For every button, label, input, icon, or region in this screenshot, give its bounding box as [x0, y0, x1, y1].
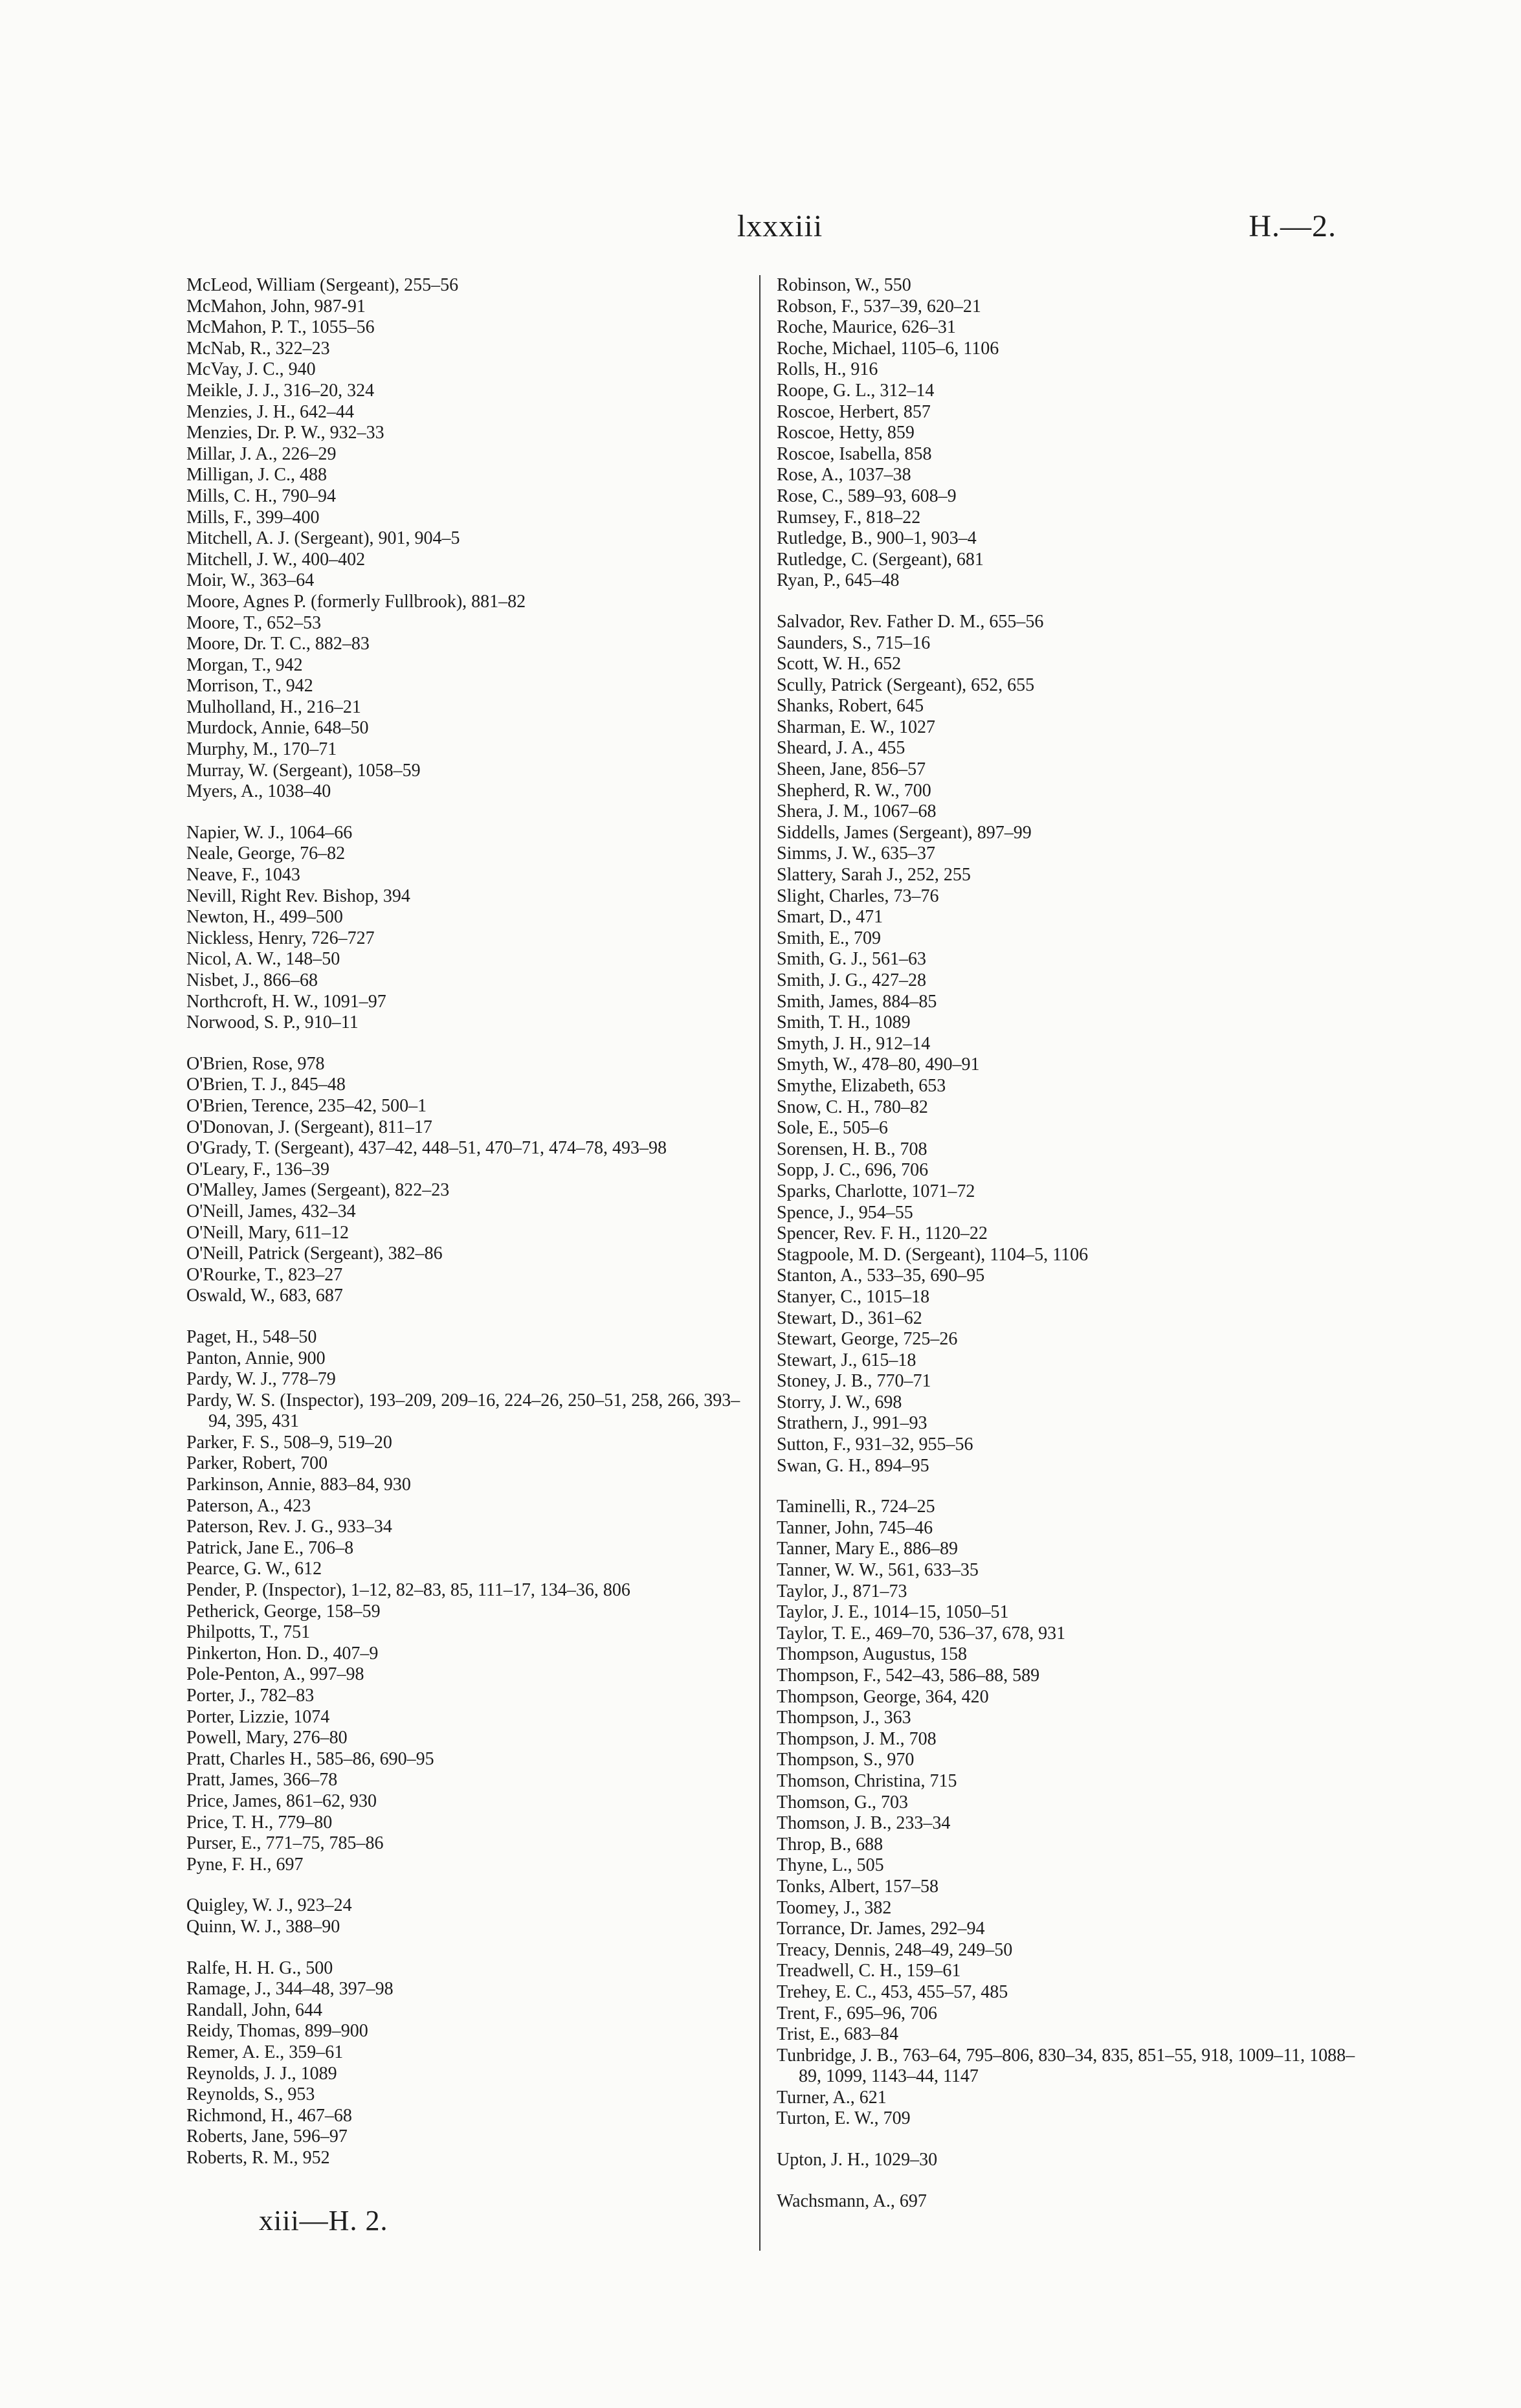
index-entry: Torrance, Dr. James, 292–94: [777, 1919, 985, 1939]
index-entry: Parker, F. S., 508–9, 519–20: [186, 1432, 392, 1453]
index-entry: Thyne, L., 505: [777, 1855, 884, 1876]
series-code: H.—2.: [1249, 209, 1337, 243]
index-entry: Moore, Agnes P. (formerly Fullbrook), 881–82: [186, 591, 526, 612]
index-entry: Philpotts, T., 751: [186, 1622, 311, 1643]
index-entry: Thomson, Christina, 715: [777, 1770, 957, 1791]
index-letter-group: [186, 1054, 759, 1307]
index-entry: Treadwell, C. H., 159–61: [777, 1961, 961, 1981]
index-entry: Smith, James, 884–85: [777, 991, 937, 1012]
index-entry: Robinson, W., 550: [777, 275, 911, 295]
index-entry: McVay, J. C., 940: [186, 359, 316, 380]
index-entry: Stewart, George, 725–26: [777, 1329, 958, 1350]
index-entry: Roscoe, Hetty, 859: [777, 423, 915, 443]
index-entry: Smyth, J. H., 912–14: [777, 1033, 931, 1054]
index-entry: Taylor, J. E., 1014–15, 1050–51: [777, 1602, 1009, 1623]
index-entry: Tanner, Mary E., 886–89: [777, 1539, 958, 1559]
index-entry: Upton, J. H., 1029–30: [777, 2150, 938, 2170]
index-entry: Meikle, J. J., 316–20, 324: [186, 380, 375, 401]
index-entry: O'Brien, Terence, 235–42, 500–1: [186, 1095, 427, 1116]
index-entry: Randall, John, 644: [186, 2000, 322, 2020]
index-entry: Price, James, 861–62, 930: [186, 1790, 377, 1811]
index-entry: Quinn, W. J., 388–90: [186, 1916, 340, 1937]
index-entry: Spence, J., 954–55: [777, 1202, 913, 1223]
index-entry: Sheard, J. A., 455: [777, 738, 905, 759]
index-entry: Throp, B., 688: [777, 1834, 883, 1855]
index-entry: Saunders, S., 715–16: [777, 632, 931, 653]
index-entry: Sparks, Charlotte, 1071–72: [777, 1181, 975, 1201]
index-entry: Shera, J. M., 1067–68: [777, 801, 937, 822]
index-entry: Paget, H., 548–50: [186, 1326, 317, 1347]
index-entry: Porter, J., 782–83: [186, 1686, 315, 1706]
index-entry: McMahon, John, 987-91: [186, 296, 366, 317]
index-entry: Remer, A. E., 359–61: [186, 2042, 344, 2062]
index-entry: McNab, R., 322–23: [186, 338, 330, 359]
index-entry: Wachsmann, A., 697: [777, 2191, 927, 2211]
index-column-left: [186, 275, 759, 2168]
index-entry: Taminelli, R., 724–25: [777, 1497, 935, 1517]
index-entry: Tanner, John, 745–46: [777, 1517, 933, 1538]
index-entry: Thompson, Augustus, 158: [777, 1644, 968, 1665]
index-entry: Rose, C., 589–93, 608–9: [777, 485, 957, 506]
index-entry: Parkinson, Annie, 883–84, 930: [186, 1475, 411, 1495]
index-entry: Paterson, Rev. J. G., 933–34: [186, 1517, 392, 1537]
index-entry: Snow, C. H., 780–82: [777, 1097, 928, 1117]
index-entry: O'Neill, James, 432–34: [186, 1201, 356, 1221]
index-entry: Taylor, J., 871–73: [777, 1581, 907, 1601]
index-letter-group: [777, 275, 1375, 592]
index-entry: Milligan, J. C., 488: [186, 465, 328, 485]
index-letter-group: [777, 2150, 1375, 2171]
index-entry: Pratt, James, 366–78: [186, 1770, 338, 1790]
index-entry: Toomey, J., 382: [777, 1897, 892, 1918]
index-entry: Ryan, P., 645–48: [777, 570, 900, 591]
index-entry: Taylor, T. E., 469–70, 536–37, 678, 931: [777, 1623, 1066, 1644]
index-entry: Porter, Lizzie, 1074: [186, 1706, 330, 1727]
index-entry: Neale, George, 76–82: [186, 843, 346, 864]
index-entry: Turton, E. W., 709: [777, 2108, 911, 2129]
index-entry: Menzies, Dr. P. W., 932–33: [186, 423, 384, 443]
index-entry: Swan, G. H., 894–95: [777, 1455, 929, 1476]
index-letter-group: [777, 1497, 1375, 2130]
index-entry: Mulholland, H., 216–21: [186, 697, 361, 717]
page-number: lxxxiii: [737, 209, 823, 243]
index-entry: Thompson, J., 363: [777, 1708, 911, 1728]
index-entry: O'Brien, T. J., 845–48: [186, 1075, 346, 1095]
index-entry: Shanks, Robert, 645: [777, 696, 924, 717]
index-entry: Scully, Patrick (Sergeant), 652, 655: [777, 674, 1035, 695]
index-entry: Stanton, A., 533–35, 690–95: [777, 1265, 985, 1286]
index-entry: O'Malley, James (Sergeant), 822–23: [186, 1180, 450, 1201]
index-entry: Tonks, Albert, 157–58: [777, 1876, 939, 1897]
index-entry: Thompson, George, 364, 420: [777, 1686, 989, 1707]
index-entry: Pyne, F. H., 697: [186, 1854, 304, 1875]
index-entry: Slight, Charles, 73–76: [777, 886, 939, 906]
index-entry: Price, T. H., 779–80: [186, 1812, 333, 1833]
index-entry: Neave, F., 1043: [186, 865, 300, 886]
index-entry: Reidy, Thomas, 899–900: [186, 2021, 368, 2042]
index-entry: Treacy, Dennis, 248–49, 249–50: [777, 1939, 1013, 1960]
index-entry: Salvador, Rev. Father D. M., 655–56: [777, 611, 1044, 632]
index-entry: Murdock, Annie, 648–50: [186, 718, 369, 739]
index-entry: Napier, W. J., 1064–66: [186, 822, 353, 843]
index-entry: Simms, J. W., 635–37: [777, 843, 936, 864]
index-entry: Newton, H., 499–500: [186, 907, 343, 928]
index-entry: Slattery, Sarah J., 252, 255: [777, 865, 971, 886]
index-entry: Pole-Penton, A., 997–98: [186, 1664, 364, 1685]
index-entry: Trehey, E. C., 453, 455–57, 485: [777, 1981, 1008, 2002]
index-entry: Roscoe, Herbert, 857: [777, 401, 931, 422]
index-entry: McMahon, P. T., 1055–56: [186, 317, 375, 338]
index-entry: Powell, Mary, 276–80: [186, 1728, 348, 1748]
index-letter-group: [777, 612, 1375, 1477]
index-letter-group: [777, 2191, 1375, 2213]
index-entry: Reynolds, J. J., 1089: [186, 2063, 337, 2084]
index-entry: Nisbet, J., 866–68: [186, 970, 318, 990]
index-entry: O'Rourke, T., 823–27: [186, 1264, 343, 1285]
index-entry: Pender, P. (Inspector), 1–12, 82–83, 85, 111–17, 134–36, 806: [186, 1580, 630, 1601]
index-entry: Parker, Robert, 700: [186, 1453, 328, 1474]
index-entry: Trent, F., 695–96, 706: [777, 2003, 937, 2023]
index-entry: Reynolds, S., 953: [186, 2084, 315, 2105]
index-entry: Morrison, T., 942: [186, 676, 313, 697]
index-entry: Sorensen, H. B., 708: [777, 1139, 927, 1159]
index-entry: Petherick, George, 158–59: [186, 1601, 381, 1622]
index-entry: Millar, J. A., 226–29: [186, 443, 337, 464]
index-entry: Rose, A., 1037–38: [777, 465, 911, 485]
index-entry: Roberts, Jane, 596–97: [186, 2126, 348, 2147]
index-entry: Storry, J. W., 698: [777, 1392, 902, 1412]
index-entry: Paterson, A., 423: [186, 1495, 311, 1516]
index-entry: Smith, E., 709: [777, 928, 882, 948]
index-entry: Pratt, Charles H., 585–86, 690–95: [186, 1748, 434, 1769]
index-entry: Smythe, Elizabeth, 653: [777, 1075, 946, 1096]
index-column-right: [770, 275, 1375, 2212]
index-entry: Stanyer, C., 1015–18: [777, 1286, 930, 1307]
index-entry: Sopp, J. C., 696, 706: [777, 1160, 929, 1181]
index-entry: Murray, W. (Sergeant), 1058–59: [186, 760, 421, 781]
signature-mark: xiii—H. 2.: [259, 2205, 388, 2236]
index-entry: Smyth, W., 478–80, 490–91: [777, 1054, 980, 1075]
column-divider: [759, 275, 760, 2251]
index-entry: Ramage, J., 344–48, 397–98: [186, 1979, 394, 2000]
index-entry: Moir, W., 363–64: [186, 570, 315, 591]
index-entry: Roche, Michael, 1105–6, 1106: [777, 338, 999, 359]
index-entry: McLeod, William (Sergeant), 255–56: [186, 275, 459, 295]
index-entry: Stagpoole, M. D. (Sergeant), 1104–5, 1106: [777, 1244, 1089, 1265]
index-entry: Norwood, S. P., 910–11: [186, 1012, 359, 1033]
index-entry: Sheen, Jane, 856–57: [777, 759, 926, 780]
index-entry: O'Donovan, J. (Sergeant), 811–17: [186, 1117, 432, 1137]
index-letter-group: [186, 1327, 759, 1875]
index-entry: Thompson, J. M., 708: [777, 1728, 937, 1749]
index-entry: Richmond, H., 467–68: [186, 2105, 352, 2126]
index-letter-group: [186, 275, 759, 803]
index-entry: Quigley, W. J., 923–24: [186, 1895, 352, 1916]
index-entry: Northcroft, H. W., 1091–97: [186, 991, 386, 1012]
index-entry: Stoney, J. B., 770–71: [777, 1371, 931, 1392]
index-entry: Robson, F., 537–39, 620–21: [777, 296, 981, 317]
index-entry: Roope, G. L., 312–14: [777, 380, 935, 401]
index-entry: Thomson, J. B., 233–34: [777, 1813, 951, 1834]
index-entry: Purser, E., 771–75, 785–86: [186, 1833, 384, 1854]
index-entry: Patrick, Jane E., 706–8: [186, 1537, 354, 1558]
index-entry: Siddells, James (Sergeant), 897–99: [777, 822, 1032, 843]
index-entry: Smith, T. H., 1089: [777, 1012, 911, 1033]
index-entry: Roscoe, Isabella, 858: [777, 443, 932, 464]
index-entry: Nevill, Right Rev. Bishop, 394: [186, 886, 410, 906]
index-letter-group: [186, 1895, 759, 1937]
index-entry: Nicol, A. W., 148–50: [186, 949, 340, 970]
index-entry: Thomson, G., 703: [777, 1792, 908, 1812]
index-letter-group: [186, 1958, 759, 2169]
index-entry: Mills, F., 399–400: [186, 507, 320, 528]
index-entry: Pinkerton, Hon. D., 407–9: [186, 1643, 379, 1664]
index-entry: Pardy, W. S. (Inspector), 193–209, 209–16, 224–26, 250–51, 258, 266, 393–94, 395, 431: [186, 1390, 740, 1432]
index-entry: Ralfe, H. H. G., 500: [186, 1957, 333, 1978]
index-entry: Spencer, Rev. F. H., 1120–22: [777, 1223, 988, 1244]
index-entry: Mitchell, A. J. (Sergeant), 901, 904–5: [186, 528, 460, 549]
index-entry: O'Leary, F., 136–39: [186, 1159, 330, 1179]
index-entry: Roche, Maurice, 626–31: [777, 317, 956, 338]
index-entry: Pardy, W. J., 778–79: [186, 1369, 336, 1390]
index-entry: Morgan, T., 942: [186, 654, 303, 675]
index-entry: Nickless, Henry, 726–727: [186, 928, 375, 948]
index-entry: Tanner, W. W., 561, 633–35: [777, 1560, 979, 1581]
index-entry: Stewart, J., 615–18: [777, 1350, 916, 1370]
index-entry: Trist, E., 683–84: [777, 2024, 899, 2045]
index-entry: Strathern, J., 991–93: [777, 1413, 927, 1434]
index-entry: Stewart, D., 361–62: [777, 1308, 922, 1328]
index-entry: Rutledge, B., 900–1, 903–4: [777, 528, 977, 549]
index-entry: Pearce, G. W., 612: [186, 1559, 322, 1579]
index-entry: Murphy, M., 170–71: [186, 739, 337, 760]
index-entry: Sutton, F., 931–32, 955–56: [777, 1434, 973, 1455]
index-entry: Tunbridge, J. B., 763–64, 795–806, 830–34, 835, 851–55, 918, 1009–11, 1088–89, 1099, 1143–44, 1147: [777, 2045, 1355, 2087]
index-entry: Scott, W. H., 652: [777, 654, 902, 674]
index-entry: Mills, C. H., 790–94: [186, 485, 337, 506]
index-entry: Sharman, E. W., 1027: [777, 717, 935, 737]
index-entry: Turner, A., 621: [777, 2087, 887, 2108]
index-entry: Shepherd, R. W., 700: [777, 780, 931, 801]
index-entry: Roberts, R. M., 952: [186, 2147, 330, 2168]
index-entry: Smith, G. J., 561–63: [777, 949, 927, 970]
index-entry: Rutledge, C. (Sergeant), 681: [777, 549, 984, 570]
index-entry: Myers, A., 1038–40: [186, 781, 331, 802]
index-entry: Moore, Dr. T. C., 882–83: [186, 634, 370, 654]
index-entry: Rolls, H., 916: [777, 359, 878, 380]
index-entry: Rumsey, F., 818–22: [777, 507, 921, 528]
index-letter-group: [186, 823, 759, 1034]
index-entry: O'Grady, T. (Sergeant), 437–42, 448–51, 470–71, 474–78, 493–98: [186, 1138, 667, 1159]
index-entry: Sole, E., 505–6: [777, 1118, 888, 1139]
index-entry: Oswald, W., 683, 687: [186, 1286, 343, 1306]
index-entry: O'Brien, Rose, 978: [186, 1053, 325, 1074]
index-entry: O'Neill, Mary, 611–12: [186, 1222, 350, 1243]
index-entry: O'Neill, Patrick (Sergeant), 382–86: [186, 1243, 443, 1264]
index-entry: Smith, J. G., 427–28: [777, 970, 927, 990]
index-entry: Smart, D., 471: [777, 907, 883, 928]
index-entry: Thompson, S., 970: [777, 1750, 915, 1770]
index-entry: Thompson, F., 542–43, 586–88, 589: [777, 1666, 1040, 1686]
index-entry: Mitchell, J. W., 400–402: [186, 549, 366, 570]
index-entry: Menzies, J. H., 642–44: [186, 401, 354, 422]
index-entry: Panton, Annie, 900: [186, 1348, 326, 1368]
index-entry: Moore, T., 652–53: [186, 612, 322, 633]
